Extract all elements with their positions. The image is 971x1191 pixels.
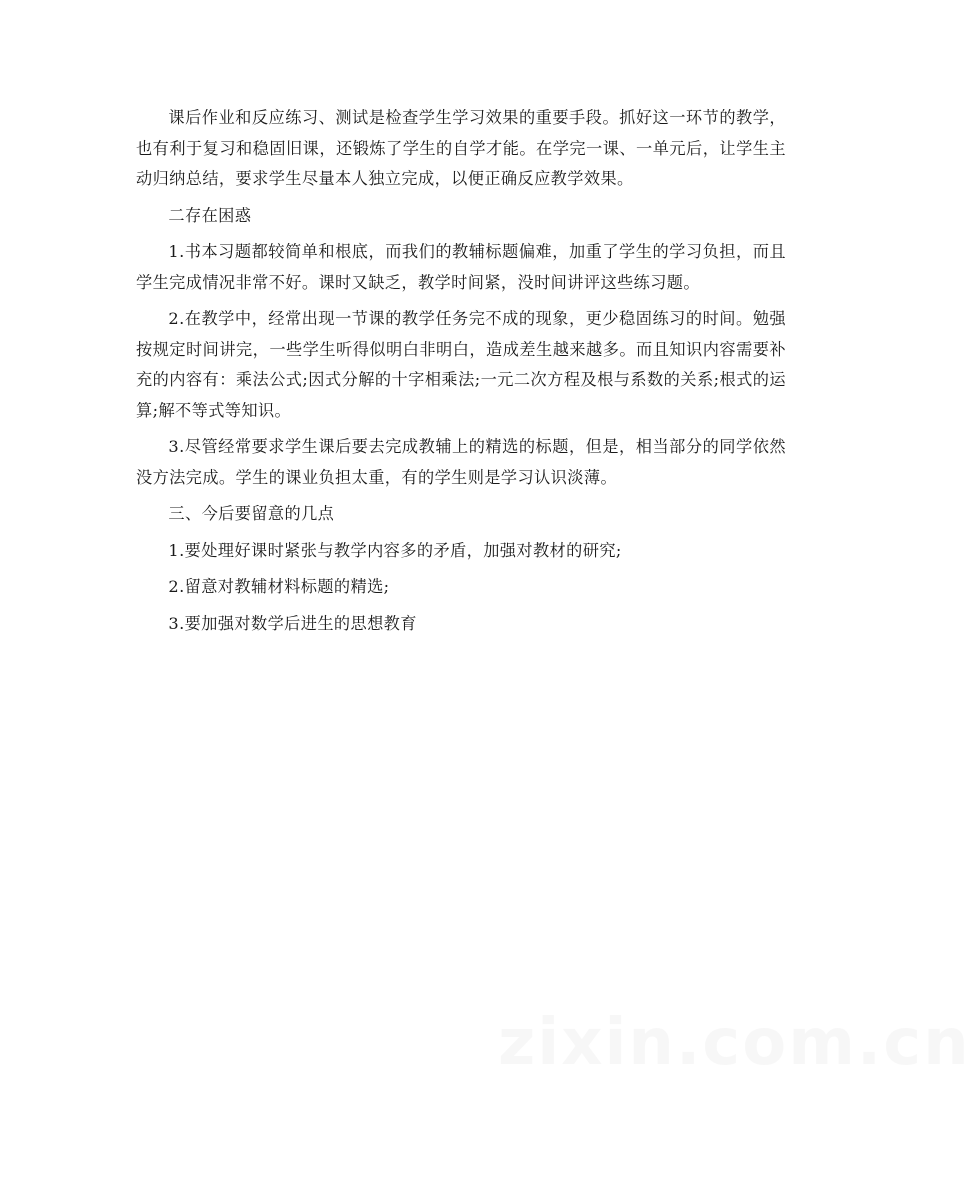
list-item-3-struggling-students: 3.要加强对数学后进生的思想教育	[168, 613, 417, 633]
heading-future-attention: 三、今后要留意的几点	[168, 504, 335, 523]
document-body	[136, 103, 786, 639]
paragraph-item-3-homework-burden: 3.尽管经常要求学生课后要去完成教辅上的精选的标题，但是，相当部分的同学依然没方法完成。学生的课业负担太重，有的学生则是学习认识淡薄。	[136, 437, 786, 487]
watermark: zixin.com.cn	[498, 1006, 971, 1080]
paragraph-item-2-teaching-time: 2.在教学中，经常出现一节课的教学任务完不成的现象，更少稳固练习的时间。勉强按规定时间讲完，一些学生听得似明白非明白，造成差生越来越多。而且知识内容需要补充的内容有：乘法公式;因式分解的十字相乘法;一元二次方程及根与系数的关系;根式的运算;解不等式等知识。	[136, 309, 786, 420]
list-item-1-class-hours: 1.要处理好课时紧张与教学内容多的矛盾，加强对教材的研究;	[168, 540, 622, 560]
paragraph-homework-importance: 课后作业和反应练习、测试是检查学生学习效果的重要手段。抓好这一环节的教学，也有利于复习和稳固旧课，还锻炼了学生的自学才能。在学完一课、一单元后，让学生主动归纳总结，要求学生尽量本人独立完成，以便正确反应教学效果。	[136, 108, 786, 188]
heading-existing-confusion: 二存在困惑	[168, 205, 252, 225]
paragraph-item-1-textbook-exercises: 1.书本习题都较简单和根底，而我们的教辅标题偏难，加重了学生的学习负担，而且学生完成情况非常不好。课时又缺乏，教学时间紧，没时间讲评这些练习题。	[136, 242, 786, 292]
list-item-2-material-selection: 2.留意对教辅材料标题的精选;	[168, 577, 390, 596]
